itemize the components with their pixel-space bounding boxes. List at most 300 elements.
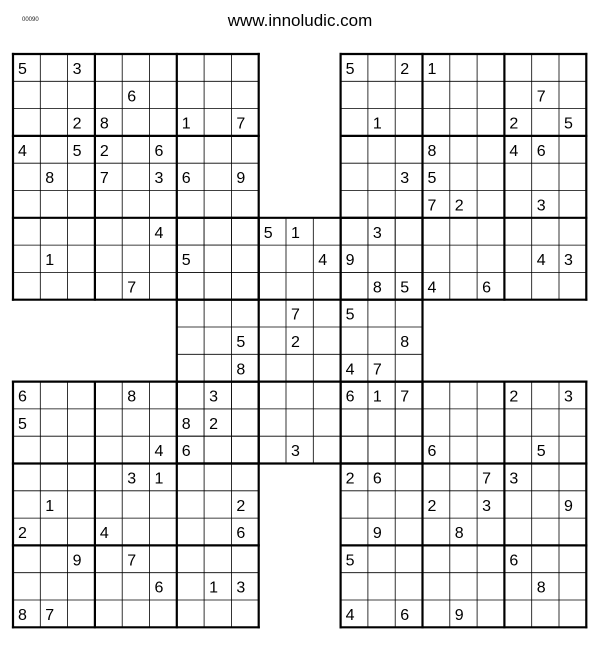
sudoku-cell[interactable] xyxy=(95,218,122,245)
sudoku-cell[interactable] xyxy=(150,81,177,108)
sudoku-cell[interactable] xyxy=(395,109,422,136)
sudoku-cell[interactable] xyxy=(68,218,95,245)
sudoku-cell[interactable] xyxy=(504,600,531,627)
sudoku-cell[interactable] xyxy=(368,54,395,81)
sudoku-cell[interactable] xyxy=(40,109,67,136)
sudoku-cell[interactable] xyxy=(559,218,586,245)
sudoku-cell[interactable] xyxy=(504,491,531,518)
sudoku-cell[interactable] xyxy=(559,600,586,627)
sudoku-cell[interactable] xyxy=(95,464,122,491)
sudoku-cell[interactable] xyxy=(150,382,177,409)
sudoku-cell[interactable] xyxy=(177,491,204,518)
sudoku-cell[interactable] xyxy=(95,382,122,409)
sudoku-cell[interactable] xyxy=(150,545,177,572)
sudoku-cell[interactable] xyxy=(368,436,395,463)
sudoku-cell[interactable] xyxy=(559,409,586,436)
sudoku-cell[interactable] xyxy=(504,54,531,81)
sudoku-cell[interactable] xyxy=(95,54,122,81)
sudoku-cell[interactable] xyxy=(286,272,313,299)
sudoku-cell[interactable] xyxy=(204,600,231,627)
sudoku-cell[interactable] xyxy=(559,436,586,463)
sudoku-cell[interactable] xyxy=(40,464,67,491)
sudoku-cell[interactable] xyxy=(341,409,368,436)
given-digit: 3 xyxy=(72,61,82,78)
sudoku-cell[interactable] xyxy=(68,464,95,491)
sudoku-cell[interactable] xyxy=(259,382,286,409)
sudoku-cell[interactable] xyxy=(559,136,586,163)
sudoku-cell[interactable] xyxy=(95,573,122,600)
sudoku-cell[interactable] xyxy=(341,272,368,299)
sudoku-cell[interactable] xyxy=(341,518,368,545)
sudoku-cell[interactable] xyxy=(368,327,395,354)
sudoku-cell[interactable] xyxy=(504,573,531,600)
sudoku-cell[interactable] xyxy=(504,409,531,436)
sudoku-cell[interactable] xyxy=(40,218,67,245)
sudoku-cell[interactable] xyxy=(395,491,422,518)
sudoku-cell[interactable] xyxy=(177,272,204,299)
sudoku-cell[interactable] xyxy=(395,464,422,491)
sudoku-cell[interactable] xyxy=(368,573,395,600)
sudoku-cell[interactable] xyxy=(368,136,395,163)
sudoku-cell[interactable] xyxy=(13,491,40,518)
sudoku-cell[interactable] xyxy=(177,81,204,108)
sudoku-cell[interactable] xyxy=(477,245,504,272)
sudoku-cell[interactable] xyxy=(259,436,286,463)
sudoku-cell[interactable] xyxy=(95,600,122,627)
sudoku-cell[interactable] xyxy=(286,245,313,272)
sudoku-cell[interactable] xyxy=(204,327,231,354)
sudoku-cell[interactable] xyxy=(450,81,477,108)
given-digit: 8 xyxy=(127,388,137,406)
sudoku-cell[interactable] xyxy=(286,382,313,409)
sudoku-cell[interactable] xyxy=(313,382,340,409)
sudoku-cell[interactable] xyxy=(532,163,559,190)
sudoku-cell[interactable] xyxy=(395,191,422,218)
sudoku-cell[interactable] xyxy=(95,436,122,463)
sudoku-cell[interactable] xyxy=(150,272,177,299)
given-digit: 7 xyxy=(236,115,246,133)
sudoku-cell[interactable] xyxy=(231,272,258,299)
sudoku-cell[interactable] xyxy=(177,54,204,81)
given-digit: 5 xyxy=(72,142,82,160)
sudoku-cell[interactable] xyxy=(231,81,258,108)
sudoku-cell[interactable] xyxy=(259,300,286,327)
sudoku-cell[interactable] xyxy=(395,300,422,327)
sudoku-cell[interactable] xyxy=(259,272,286,299)
given-digit: 5 xyxy=(564,115,573,133)
given-digit: 8 xyxy=(99,115,109,133)
sudoku-cell[interactable] xyxy=(368,163,395,190)
sudoku-cell[interactable] xyxy=(13,81,40,108)
sudoku-cell[interactable] xyxy=(395,545,422,572)
sudoku-cell[interactable] xyxy=(477,218,504,245)
sudoku-cell[interactable] xyxy=(13,573,40,600)
sudoku-cell[interactable] xyxy=(395,354,422,381)
given-digit: 4 xyxy=(99,525,109,543)
sudoku-cell[interactable] xyxy=(95,191,122,218)
sudoku-cell[interactable] xyxy=(341,136,368,163)
sudoku-cell[interactable] xyxy=(477,573,504,600)
sudoku-cell[interactable] xyxy=(423,573,450,600)
sudoku-cell[interactable] xyxy=(204,136,231,163)
given-digit: 6 xyxy=(536,142,546,160)
given-digit: 7 xyxy=(127,279,137,297)
sudoku-cell[interactable] xyxy=(368,245,395,272)
sudoku-cell[interactable] xyxy=(122,491,149,518)
sudoku-cell[interactable] xyxy=(368,600,395,627)
sudoku-cell[interactable] xyxy=(423,545,450,572)
sudoku-cell[interactable] xyxy=(313,272,340,299)
sudoku-cell[interactable] xyxy=(559,191,586,218)
sudoku-cell[interactable] xyxy=(68,409,95,436)
sudoku-cell[interactable] xyxy=(150,109,177,136)
sudoku-cell[interactable] xyxy=(286,354,313,381)
sudoku-cell[interactable] xyxy=(368,491,395,518)
sudoku-cell[interactable] xyxy=(532,54,559,81)
sudoku-cell[interactable] xyxy=(231,136,258,163)
sudoku-cell[interactable] xyxy=(559,163,586,190)
sudoku-cell[interactable] xyxy=(122,109,149,136)
sudoku-cell[interactable] xyxy=(259,354,286,381)
sudoku-cell[interactable] xyxy=(204,109,231,136)
sudoku-cell[interactable] xyxy=(204,54,231,81)
sudoku-cell[interactable] xyxy=(368,300,395,327)
sudoku-cell[interactable] xyxy=(122,136,149,163)
sudoku-cell[interactable] xyxy=(423,464,450,491)
given-digit: 4 xyxy=(18,142,27,160)
given-digit: 8 xyxy=(181,415,191,433)
sudoku-cell[interactable] xyxy=(313,218,340,245)
sudoku-cell[interactable] xyxy=(122,163,149,190)
sudoku-cell[interactable] xyxy=(13,109,40,136)
sudoku-cell[interactable] xyxy=(204,436,231,463)
sudoku-cell[interactable] xyxy=(450,464,477,491)
sudoku-cell[interactable] xyxy=(231,382,258,409)
given-digit: 9 xyxy=(564,497,573,515)
sudoku-cell[interactable] xyxy=(504,218,531,245)
sudoku-cell[interactable] xyxy=(68,600,95,627)
sudoku-cell[interactable] xyxy=(450,163,477,190)
sudoku-cell[interactable] xyxy=(13,218,40,245)
given-digit: 8 xyxy=(400,334,410,351)
sudoku-cell[interactable] xyxy=(204,81,231,108)
sudoku-cell[interactable] xyxy=(177,354,204,381)
sudoku-cell[interactable] xyxy=(68,245,95,272)
given-digit: 4 xyxy=(318,252,328,270)
sudoku-cell[interactable] xyxy=(504,436,531,463)
sudoku-cell[interactable] xyxy=(122,191,149,218)
sudoku-cell[interactable] xyxy=(341,436,368,463)
sudoku-cell[interactable] xyxy=(504,191,531,218)
sudoku-cell[interactable] xyxy=(122,600,149,627)
given-digit: 3 xyxy=(536,197,546,215)
sudoku-cell[interactable] xyxy=(532,382,559,409)
sudoku-cell[interactable] xyxy=(95,545,122,572)
sudoku-cell[interactable] xyxy=(122,518,149,545)
sudoku-cell[interactable] xyxy=(423,245,450,272)
sudoku-cell[interactable] xyxy=(122,409,149,436)
sudoku-cell[interactable] xyxy=(423,218,450,245)
sudoku-cell[interactable] xyxy=(313,327,340,354)
sudoku-cell[interactable] xyxy=(13,436,40,463)
sudoku-cell[interactable] xyxy=(341,109,368,136)
sudoku-cell[interactable] xyxy=(532,109,559,136)
sudoku-cell[interactable] xyxy=(40,81,67,108)
sudoku-cell[interactable] xyxy=(477,545,504,572)
sudoku-cell[interactable] xyxy=(477,109,504,136)
sudoku-cell[interactable] xyxy=(122,218,149,245)
sudoku-cell[interactable] xyxy=(395,436,422,463)
given-digit: 2 xyxy=(209,415,219,433)
sudoku-cell[interactable] xyxy=(122,245,149,272)
sudoku-cell[interactable] xyxy=(423,81,450,108)
sudoku-cell[interactable] xyxy=(150,245,177,272)
sudoku-cell[interactable] xyxy=(40,545,67,572)
sudoku-cell[interactable] xyxy=(204,518,231,545)
sudoku-cell[interactable] xyxy=(204,300,231,327)
sudoku-cell[interactable] xyxy=(450,382,477,409)
sudoku-cell[interactable] xyxy=(231,245,258,272)
sudoku-cell[interactable] xyxy=(423,409,450,436)
sudoku-cell[interactable] xyxy=(286,409,313,436)
sudoku-cell[interactable] xyxy=(40,382,67,409)
sudoku-cell[interactable] xyxy=(68,573,95,600)
sudoku-cell[interactable] xyxy=(368,191,395,218)
sudoku-cell[interactable] xyxy=(177,218,204,245)
sudoku-cell[interactable] xyxy=(40,518,67,545)
sudoku-cell[interactable] xyxy=(177,191,204,218)
sudoku-cell[interactable] xyxy=(150,409,177,436)
sudoku-cell[interactable] xyxy=(477,136,504,163)
sudoku-cell[interactable] xyxy=(341,163,368,190)
sudoku-cell[interactable] xyxy=(423,600,450,627)
given-digit: 3 xyxy=(154,170,164,188)
sudoku-cell[interactable] xyxy=(13,191,40,218)
sudoku-cell[interactable] xyxy=(341,491,368,518)
sudoku-cell[interactable] xyxy=(40,191,67,218)
given-digit: 9 xyxy=(345,252,355,270)
sudoku-cell[interactable] xyxy=(450,245,477,272)
sudoku-cell[interactable] xyxy=(68,191,95,218)
sudoku-cell[interactable] xyxy=(504,518,531,545)
given-digit: 2 xyxy=(291,334,300,351)
sudoku-cell[interactable] xyxy=(532,491,559,518)
sudoku-cell[interactable] xyxy=(477,409,504,436)
sudoku-cell[interactable] xyxy=(450,218,477,245)
sudoku-cell[interactable] xyxy=(177,136,204,163)
sudoku-cell[interactable] xyxy=(150,491,177,518)
sudoku-cell[interactable] xyxy=(368,545,395,572)
sudoku-cell[interactable] xyxy=(259,245,286,272)
sudoku-cell[interactable] xyxy=(313,354,340,381)
sudoku-cell[interactable] xyxy=(204,218,231,245)
sudoku-cell[interactable] xyxy=(395,518,422,545)
sudoku-cell[interactable] xyxy=(150,191,177,218)
sudoku-cell[interactable] xyxy=(395,409,422,436)
sudoku-cell[interactable] xyxy=(95,81,122,108)
sudoku-cell[interactable] xyxy=(68,81,95,108)
sudoku-cell[interactable] xyxy=(395,245,422,272)
sudoku-cell[interactable] xyxy=(177,464,204,491)
sudoku-cell[interactable] xyxy=(395,573,422,600)
given-digit: 3 xyxy=(564,252,573,270)
sudoku-cell[interactable] xyxy=(368,409,395,436)
sudoku-cell[interactable] xyxy=(395,218,422,245)
sudoku-cell[interactable] xyxy=(477,81,504,108)
sudoku-cell[interactable] xyxy=(177,573,204,600)
sudoku-cell[interactable] xyxy=(13,245,40,272)
sudoku-cell[interactable] xyxy=(204,545,231,572)
sudoku-cell[interactable] xyxy=(122,54,149,81)
sudoku-cell[interactable] xyxy=(450,491,477,518)
sudoku-cell[interactable] xyxy=(204,245,231,272)
sudoku-cell[interactable] xyxy=(150,518,177,545)
sudoku-cell[interactable] xyxy=(477,54,504,81)
sudoku-cell[interactable] xyxy=(231,54,258,81)
given-digit: 8 xyxy=(536,579,546,597)
sudoku-cell[interactable] xyxy=(231,464,258,491)
sudoku-cell[interactable] xyxy=(532,600,559,627)
sudoku-cell[interactable] xyxy=(450,409,477,436)
sudoku-cell[interactable] xyxy=(450,136,477,163)
sudoku-cell[interactable] xyxy=(13,545,40,572)
sudoku-cell[interactable] xyxy=(150,600,177,627)
sudoku-cell[interactable] xyxy=(40,436,67,463)
sudoku-cell[interactable] xyxy=(341,573,368,600)
sudoku-cell[interactable] xyxy=(177,382,204,409)
sudoku-cell[interactable] xyxy=(204,191,231,218)
sudoku-cell[interactable] xyxy=(204,163,231,190)
sudoku-cell[interactable] xyxy=(177,600,204,627)
sudoku-cell[interactable] xyxy=(204,464,231,491)
sudoku-cell[interactable] xyxy=(477,518,504,545)
sudoku-cell[interactable] xyxy=(450,109,477,136)
sudoku-cell[interactable] xyxy=(504,163,531,190)
sudoku-cell[interactable] xyxy=(95,272,122,299)
sudoku-cell[interactable] xyxy=(13,272,40,299)
sudoku-cell[interactable] xyxy=(313,300,340,327)
sudoku-cell[interactable] xyxy=(477,600,504,627)
sudoku-cell[interactable] xyxy=(313,409,340,436)
given-digit: 3 xyxy=(564,388,573,406)
sudoku-cell[interactable] xyxy=(177,518,204,545)
sudoku-cell[interactable] xyxy=(231,436,258,463)
sudoku-cell[interactable] xyxy=(504,272,531,299)
sudoku-cell[interactable] xyxy=(231,218,258,245)
sudoku-cell[interactable] xyxy=(204,491,231,518)
sudoku-cell[interactable] xyxy=(477,191,504,218)
sudoku-cell[interactable] xyxy=(259,327,286,354)
sudoku-cell[interactable] xyxy=(95,491,122,518)
sudoku-cell[interactable] xyxy=(259,409,286,436)
given-digit: 1 xyxy=(154,470,164,488)
given-digit: 7 xyxy=(127,552,137,570)
sudoku-cell[interactable] xyxy=(423,518,450,545)
sudoku-cell[interactable] xyxy=(559,573,586,600)
sudoku-cell[interactable] xyxy=(532,518,559,545)
sudoku-cell[interactable] xyxy=(95,409,122,436)
given-digit: 5 xyxy=(263,224,273,242)
sudoku-cell[interactable] xyxy=(204,354,231,381)
sudoku-cell[interactable] xyxy=(231,300,258,327)
sudoku-cell[interactable] xyxy=(532,464,559,491)
sudoku-cell[interactable] xyxy=(122,573,149,600)
sudoku-cell[interactable] xyxy=(532,272,559,299)
sudoku-cell[interactable] xyxy=(423,382,450,409)
sudoku-cell[interactable] xyxy=(204,272,231,299)
sudoku-cell[interactable] xyxy=(231,600,258,627)
sudoku-cell[interactable] xyxy=(68,436,95,463)
sudoku-cell[interactable] xyxy=(341,191,368,218)
sudoku-cell[interactable] xyxy=(68,491,95,518)
sudoku-cell[interactable] xyxy=(450,272,477,299)
sudoku-cell[interactable] xyxy=(122,436,149,463)
sudoku-cell[interactable] xyxy=(231,545,258,572)
given-digit: 2 xyxy=(345,470,355,488)
sudoku-cell[interactable] xyxy=(68,272,95,299)
sudoku-cell[interactable] xyxy=(68,163,95,190)
sudoku-cell[interactable] xyxy=(231,191,258,218)
sudoku-cell[interactable] xyxy=(341,81,368,108)
sudoku-cell[interactable] xyxy=(532,218,559,245)
sudoku-cell[interactable] xyxy=(177,300,204,327)
sudoku-cell[interactable] xyxy=(559,272,586,299)
sudoku-cell[interactable] xyxy=(150,54,177,81)
sudoku-cell[interactable] xyxy=(40,272,67,299)
sudoku-cell[interactable] xyxy=(40,136,67,163)
sudoku-cell[interactable] xyxy=(40,573,67,600)
sudoku-cell[interactable] xyxy=(423,109,450,136)
sudoku-cell[interactable] xyxy=(177,327,204,354)
sudoku-cell[interactable] xyxy=(368,81,395,108)
sudoku-cell[interactable] xyxy=(13,464,40,491)
sudoku-cell[interactable] xyxy=(395,81,422,108)
sudoku-cell[interactable] xyxy=(559,545,586,572)
sudoku-cell[interactable] xyxy=(68,518,95,545)
sudoku-cell[interactable] xyxy=(341,327,368,354)
sudoku-cell[interactable] xyxy=(95,245,122,272)
sudoku-cell[interactable] xyxy=(477,382,504,409)
given-digit: 9 xyxy=(372,525,382,543)
sudoku-cell[interactable] xyxy=(450,436,477,463)
sudoku-cell[interactable] xyxy=(450,573,477,600)
sudoku-cell[interactable] xyxy=(40,409,67,436)
sudoku-cell[interactable] xyxy=(341,218,368,245)
sudoku-cell[interactable] xyxy=(477,163,504,190)
sudoku-cell[interactable] xyxy=(313,436,340,463)
given-digit: 8 xyxy=(236,361,246,379)
sudoku-cell[interactable] xyxy=(231,409,258,436)
sudoku-cell[interactable] xyxy=(450,545,477,572)
given-digit: 3 xyxy=(291,443,300,461)
sudoku-cell[interactable] xyxy=(477,436,504,463)
sudoku-cell[interactable] xyxy=(559,518,586,545)
sudoku-cell[interactable] xyxy=(450,54,477,81)
sudoku-cell[interactable] xyxy=(559,54,586,81)
given-digit: 6 xyxy=(127,88,137,106)
sudoku-cell[interactable] xyxy=(504,245,531,272)
sudoku-cell[interactable] xyxy=(504,81,531,108)
sudoku-cell[interactable] xyxy=(177,545,204,572)
sudoku-cell[interactable] xyxy=(559,464,586,491)
sudoku-cell[interactable] xyxy=(68,382,95,409)
sudoku-cell[interactable] xyxy=(13,163,40,190)
sudoku-cell[interactable] xyxy=(40,54,67,81)
sudoku-cell[interactable] xyxy=(532,545,559,572)
sudoku-cell[interactable] xyxy=(532,409,559,436)
sudoku-cell[interactable] xyxy=(559,81,586,108)
sudoku-cell[interactable] xyxy=(395,136,422,163)
